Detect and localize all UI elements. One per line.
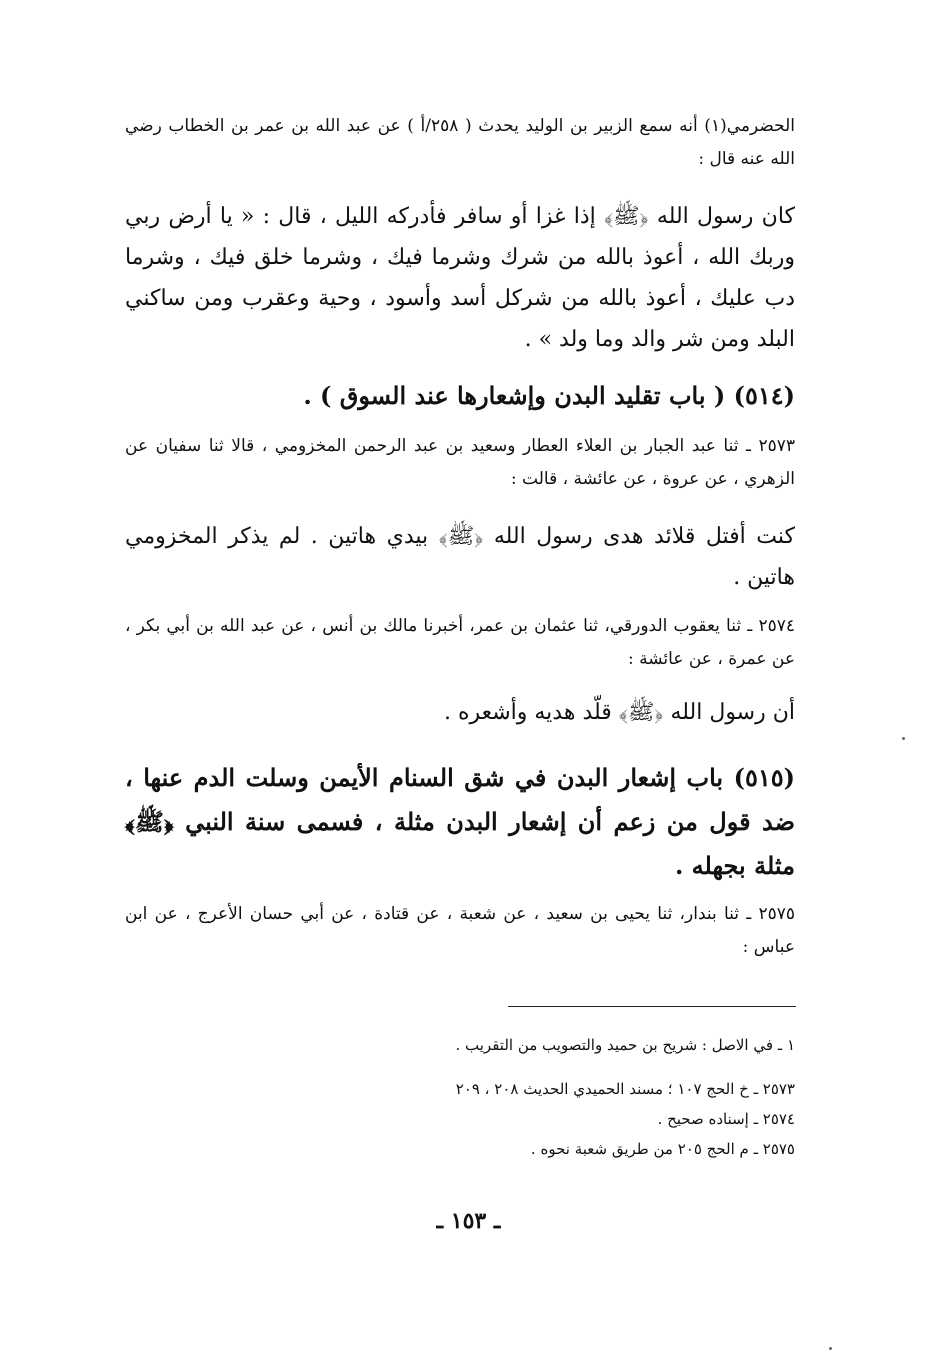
footnote-2575: ٢٥٧٥ ـ م الحج ٢٠٥ من طريق شعبة نحوه .	[530, 1140, 795, 1158]
chapter-heading-514: (٥١٤) ( باب تقليد البدن وإشعارها عند السوق ) .	[303, 381, 795, 410]
page-number: ـ ١٥٣ ـ	[436, 1208, 501, 1234]
isnad-2574: ٢٥٧٤ ـ ثنا يعقوب الدورقي، ثنا عثمان بن عمر، أخبرنا مالك بن أنس ، عن عبد الله بن أبي بكر ، عن عمرة ، عن عائشة :	[125, 616, 795, 669]
hadith-text-2573: كنت أفتل قلائد هدى رسول الله ﴿ﷺ﴾ بيدي هاتين . لم يذكر المخزومي هاتين .	[125, 524, 795, 590]
chapter-heading-515: (٥١٥) باب إشعار البدن في شق السنام الأيمن وسلت الدم عنها ، ضد قول من زعم أن إشعار البدن مثلة ، فسمى سنة النبي ﴿ﷺ﴾ مثلة بجهله .	[125, 763, 795, 880]
isnad-text: الحضرمي(١) أنه سمع الزبير بن الوليد يحدث ( ٢٥٨/أ ) عن عبد الله بن عمر بن الخطاب رضي الله عنه قال :	[125, 116, 795, 169]
scan-speck	[902, 737, 905, 740]
isnad-2575: ٢٥٧٥ ـ ثنا بندار، ثنا يحيى بن سعيد ، عن شعبة ، عن قتادة ، عن أبي حسان الأعرج ، عن ابن عباس :	[125, 904, 795, 957]
hadith-text: كان رسول الله ﴿ﷺ﴾ إذا غزا أو سافر فأدركه الليل ، قال : « يا أرض ربي وربك الله ، أعوذ بالله من شرك وشرما فيك ، وشرما خلق فيك ، وشرما دب عليك ، أعوذ بالله من شركل أسد وأسود ، وحية وعقرب ومن ساكني البلد ومن شر والد وما ولد » .	[125, 204, 795, 352]
footnote-2574: ٢٥٧٤ ـ إسناده صحيح .	[657, 1110, 795, 1128]
isnad-2573: ٢٥٧٣ ـ ثنا عبد الجبار بن العلاء العطار وسعيد بن عبد الرحمن المخزومي ، قالا ثنا سفيان عن الزهري ، عن عروة ، عن عائشة ، قالت :	[125, 436, 795, 489]
footnote-2573: ٢٥٧٣ ـ خ الحج ١٠٧ ؛ مسند الحميدي الحديث ٢٠٨ ، ٢٠٩	[455, 1080, 795, 1098]
footnote-divider	[508, 1006, 796, 1007]
scan-speck	[829, 1347, 832, 1350]
footnote-1: ١ ـ في الاصل : شريح بن حميد والتصويب من التقريب .	[455, 1036, 795, 1054]
hadith-text-2574: أن رسول الله ﴿ﷺ﴾ قلّد هديه وأشعره .	[443, 700, 795, 725]
